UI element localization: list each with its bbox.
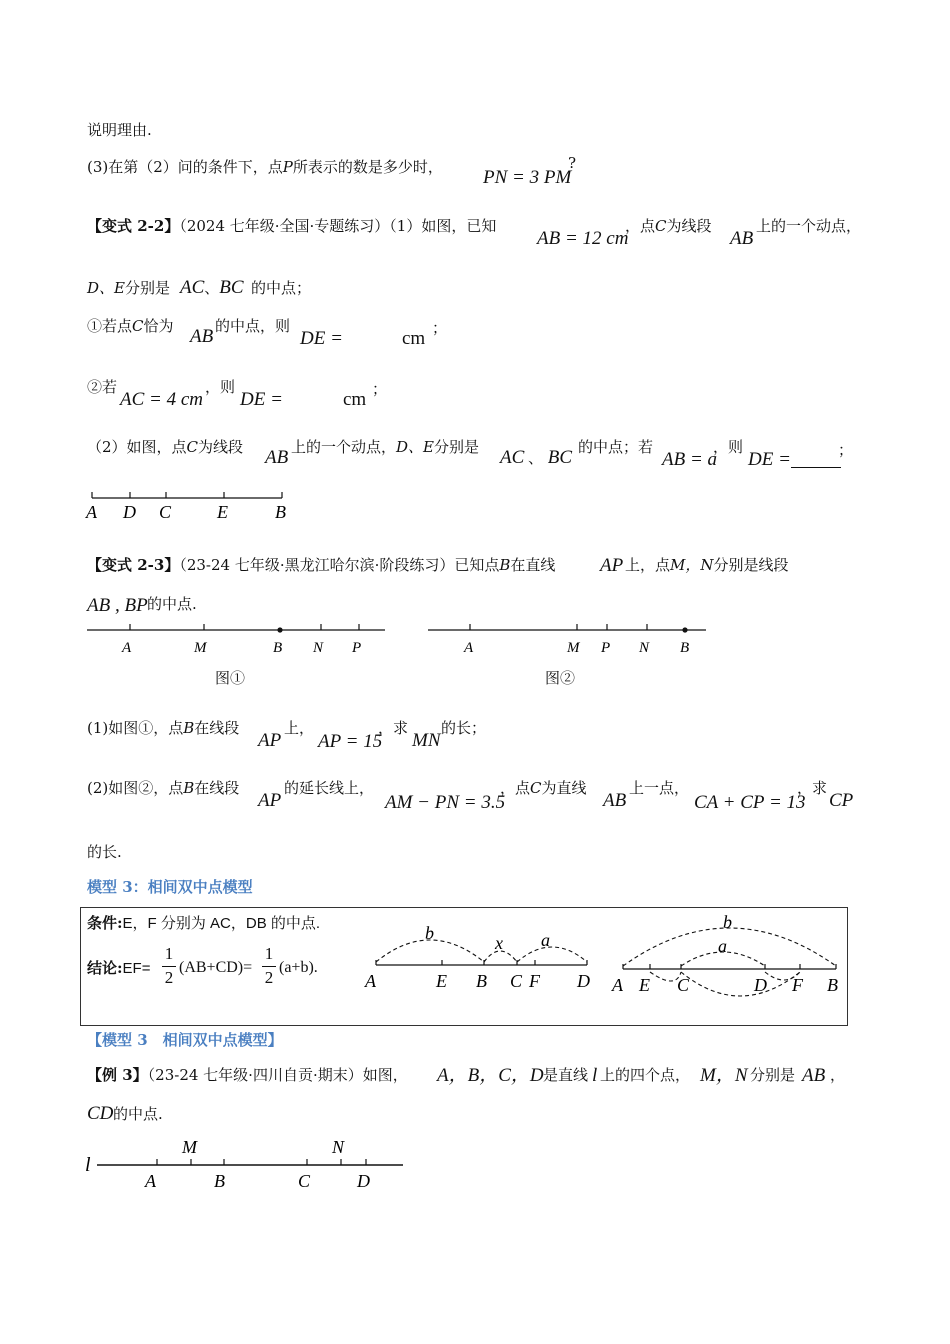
question-2: (2)如图②，点B在线段 (87, 779, 240, 797)
variant-2-2-line: 【变式 2-2】（2024 七年级·全国·专题练习）（1）如图，已知 (87, 217, 497, 235)
figA-label-c: C (510, 971, 523, 991)
fig-label-d: D (123, 502, 136, 522)
arc-label-a2: a (718, 936, 727, 956)
figure-1-caption: 图① (215, 669, 246, 687)
figure-2-caption: 图② (545, 669, 576, 687)
figB-label-e: E (639, 975, 650, 995)
fig-label-b: B (275, 502, 286, 522)
fig2-label-p: P (601, 640, 611, 656)
ex3-label-b: B (214, 1171, 225, 1191)
ex3-label-m: M (182, 1137, 197, 1157)
figA-label-e: E (436, 971, 447, 991)
question-3: (3)在第（2）问的条件下，点P所表示的数是多少时， (87, 158, 443, 176)
conclusion: 结论:EF= (87, 959, 151, 977)
fig1-label-m: M (194, 640, 207, 656)
figB-label-d: D (754, 975, 767, 995)
figB-label-a: A (612, 975, 623, 995)
fig2-label-m: M (567, 640, 580, 656)
fig-label-a: A (86, 502, 97, 522)
ex3-label-c: C (298, 1171, 311, 1191)
example-3-line: 【例 3】（23-24 七年级·四川自贡·期末）如图， (87, 1066, 408, 1084)
equation-pn: PN = 3 PM (483, 167, 572, 188)
line-label-l: l (85, 1154, 91, 1176)
figA-label-a: A (365, 971, 376, 991)
arc-label-b2: b (723, 912, 732, 932)
figB-label-f: F (792, 975, 803, 995)
ex3-label-a: A (145, 1171, 156, 1191)
ex3-label-n: N (332, 1137, 345, 1157)
fig2-label-n: N (639, 640, 650, 656)
fig1-label-n: N (313, 640, 324, 656)
condition: 条件:E，F 分别为 AC，DB 的中点. (87, 914, 321, 932)
variant-2-3-line: 【变式 2-3】（23-24 七年级·黑龙江哈尔滨·阶段练习）已知点B在直线 (87, 556, 556, 574)
figA-label-b: B (476, 971, 487, 991)
question-1: (1)如图①，点B在线段 (87, 719, 240, 737)
fig1-label-a: A (122, 640, 132, 656)
fig1-label-b: B (273, 640, 283, 656)
figB-label-c: C (677, 975, 690, 995)
arc-label-x: x (495, 933, 503, 953)
ex3-label-d: D (357, 1171, 370, 1191)
figA-label-d: D (577, 971, 590, 991)
model-3-heading: 模型 3：相间双中点模型 (87, 878, 253, 896)
fig-label-e: E (217, 502, 228, 522)
fig2-label-b: B (680, 640, 690, 656)
figB-label-b: B (827, 975, 838, 995)
fig-label-c: C (159, 502, 172, 522)
figA-label-f: F (529, 971, 540, 991)
fig1-label-p: P (352, 640, 362, 656)
arc-label-b: b (425, 923, 434, 943)
model-3-title: 【模型 3 相间双中点模型】 (87, 1031, 283, 1049)
text-line: 说明理由. (87, 121, 152, 139)
fig2-label-a: A (464, 640, 474, 656)
arc-label-a: a (541, 930, 550, 950)
